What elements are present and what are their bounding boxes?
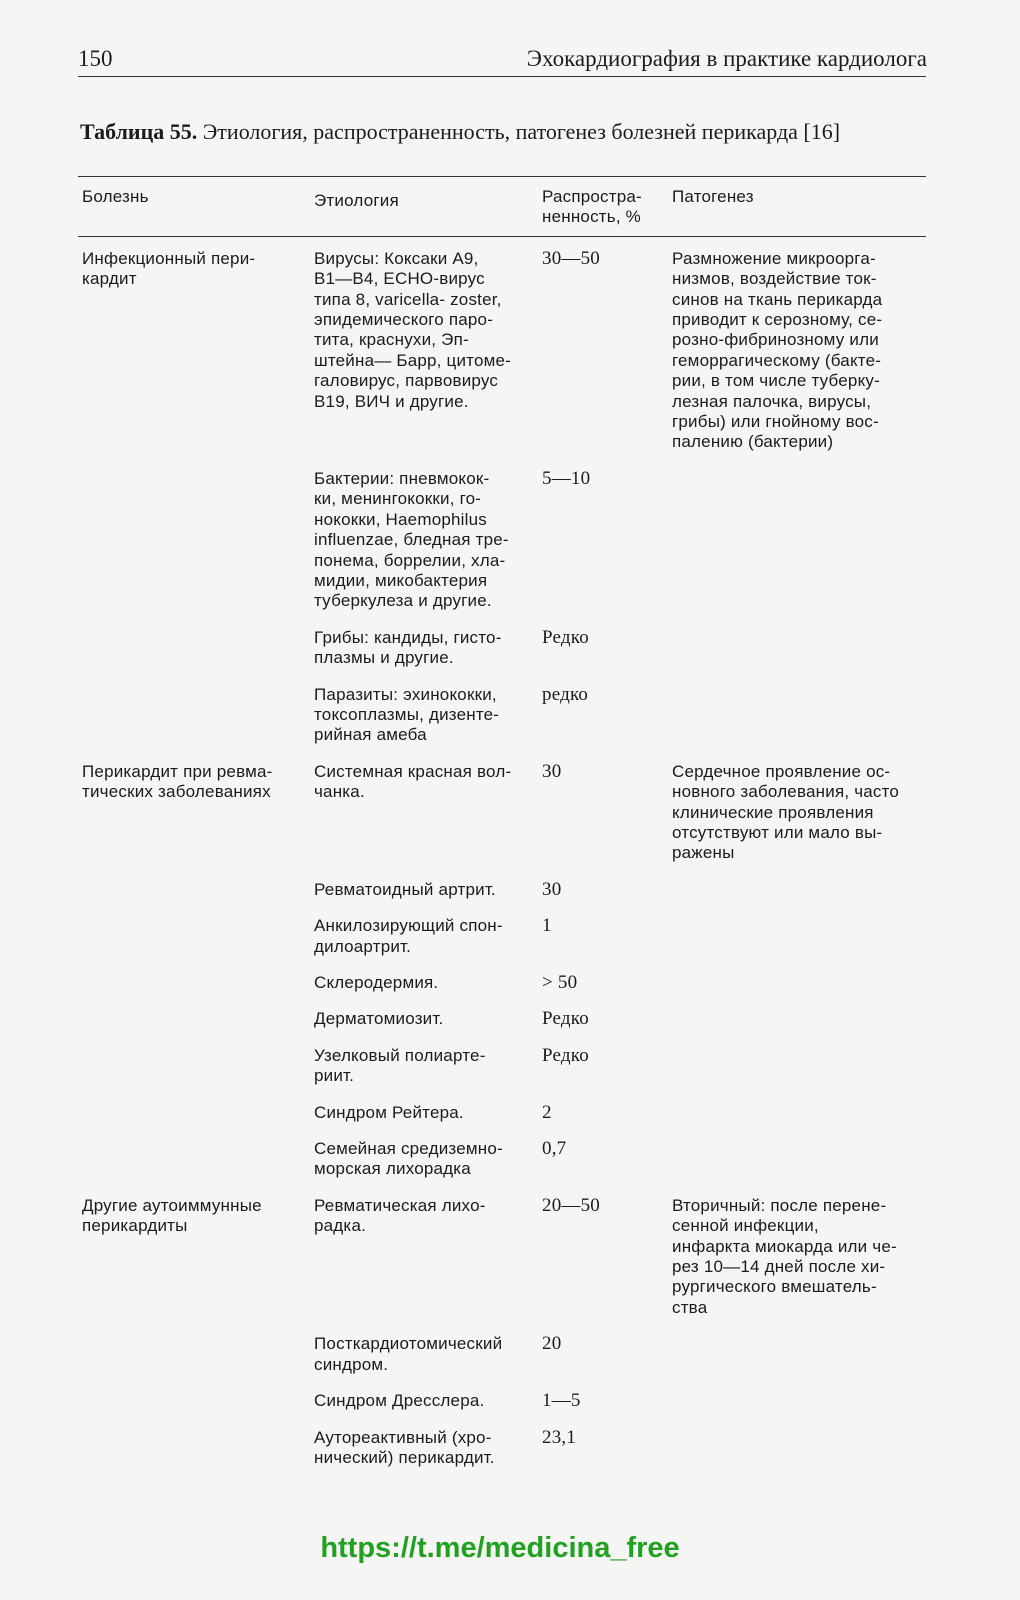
cell-etiology: Бактерии: пневмокок- ки, менингококки, го- нококки, Haemophilus influenzae, бледная тре- понема, боррелии, хла- мидии, микобактерия туберкулеза и другие.: [314, 468, 509, 611]
running-title: Эхокардиография в практике кардиолога: [526, 46, 927, 71]
table-row: [78, 961, 926, 997]
table-row: [78, 1379, 926, 1415]
cell-pathogenesis: [670, 1322, 926, 1379]
table-label: Таблица 55.: [80, 119, 198, 144]
table-row: [78, 1322, 926, 1379]
cell-disease: [78, 904, 310, 961]
cell-etiology: Дерматомиозит.: [314, 1009, 444, 1029]
cell-pathogenesis: [670, 1416, 926, 1473]
table-row: [78, 673, 926, 750]
table-row: [78, 1184, 926, 1322]
table: [78, 176, 926, 1472]
cell-pathogenesis: Размножение микроорга- низмов, воздействие ток- синов на ткань перикарда приводит к серозному, се- розно-фибринозному или геморрагическому (бакте- рии, в том числе туберку- лезная палочка, вирусы, грибы) или гнойному вос- палению (бактерии): [672, 248, 883, 452]
cell-etiology: Грибы: кандиды, гисто- плазмы и другие.: [314, 627, 502, 668]
cell-disease: Инфекционный пери- кардит: [82, 248, 256, 289]
cell-disease: [78, 1322, 310, 1379]
table-row: [78, 1091, 926, 1127]
cell-prevalence: 2: [542, 1101, 552, 1123]
cell-disease: [78, 616, 310, 673]
cell-etiology: Склеродермия.: [314, 973, 439, 992]
cell-prevalence: 30: [542, 878, 562, 900]
table-row: [78, 237, 926, 457]
table-row: [78, 904, 926, 961]
table-caption: [80, 118, 924, 145]
table-row: [78, 457, 926, 616]
header-prevalence: Распростра- ненность, %: [542, 187, 642, 227]
cell-pathogenesis: [670, 1091, 926, 1127]
cell-etiology: Анкилозирующий спон- дилоартрит.: [314, 916, 503, 956]
cell-etiology: Посткардиотомический синдром.: [314, 1334, 503, 1374]
cell-etiology: Ревматоидный артрит.: [314, 879, 496, 899]
cell-disease: Перикардит при ревма- тических заболеваниях: [82, 761, 273, 802]
cell-prevalence: 30: [542, 760, 562, 782]
cell-etiology: Синдром Рейтера.: [314, 1102, 464, 1122]
cell-prevalence: редко: [542, 683, 589, 705]
cell-pathogenesis: [670, 1034, 926, 1091]
cell-etiology: Аутореактивный (хро- нический) перикардит.: [314, 1427, 495, 1467]
cell-etiology: Паразиты: эхинококки, токсоплазмы, дизенте- рийная амеба: [314, 684, 500, 745]
cell-pathogenesis: [670, 616, 926, 673]
cell-disease: [78, 1416, 310, 1473]
cell-prevalence: Редко: [542, 1008, 589, 1030]
cell-disease: [78, 1379, 310, 1415]
cell-pathogenesis: [670, 457, 926, 616]
cell-disease: [78, 1091, 310, 1127]
cell-disease: Другие аутоиммунные перикардиты: [82, 1195, 262, 1236]
cell-prevalence: 23,1: [542, 1426, 577, 1448]
cell-pathogenesis: [670, 904, 926, 961]
cell-prevalence: 1—5: [542, 1390, 581, 1412]
cell-pathogenesis: [670, 961, 926, 997]
watermark-link[interactable]: https://t.me/medicina_free: [320, 1532, 680, 1564]
table-row: [78, 1034, 926, 1091]
cell-prevalence: 0,7: [542, 1138, 567, 1160]
cell-prevalence: 1: [542, 915, 552, 937]
cell-etiology: Ревматическая лихо- радка.: [314, 1195, 486, 1236]
cell-pathogenesis: Сердечное проявление ос- новного заболевания, часто клинические проявления отсутствуют или мало вы- ражены: [672, 761, 900, 863]
cell-disease: [78, 961, 310, 997]
header-etiology: Этиология: [314, 191, 399, 210]
cell-prevalence: 20: [542, 1333, 562, 1355]
table-row: [78, 1127, 926, 1184]
cell-disease: [78, 1034, 310, 1091]
cell-etiology: Вирусы: Коксаки А9, B1—B4, ECHO-вирус типа 8, varicella- zoster, эпидемического паро- тита, краснухи, Эп- штейна— Барр, цитоме- галовирус, парвовирус B19, ВИЧ и другие.: [314, 248, 512, 411]
header-pathogenesis: Патогенез: [672, 187, 754, 206]
cell-prevalence: 5—10: [542, 467, 591, 489]
cell-prevalence: 20—50: [542, 1194, 600, 1216]
cell-etiology: Системная красная вол- чанка.: [314, 761, 512, 802]
page-number: 150: [78, 46, 113, 71]
cell-pathogenesis: Вторичный: после перене- сенной инфекции, инфаркта миокарда или че- рез 10—14 дней после хи- рургического вмешатель- ства: [672, 1195, 897, 1317]
table-row: [78, 997, 926, 1033]
cell-prevalence: Редко: [542, 1044, 589, 1066]
table-header-row: [78, 177, 926, 236]
table-body: [78, 237, 926, 1473]
cell-pathogenesis: [670, 1127, 926, 1184]
cell-disease: [78, 673, 310, 750]
cell-disease: [78, 1127, 310, 1184]
cell-prevalence: > 50: [542, 972, 578, 993]
cell-pathogenesis: [670, 1379, 926, 1415]
table-row: [78, 1416, 926, 1473]
header-disease: Болезнь: [82, 187, 149, 206]
cell-etiology: Семейная средиземно- морская лихорадка: [314, 1139, 503, 1179]
table-row: [78, 616, 926, 673]
table-caption-text: Этиология, распространенность, патогенез болезней перикарда [16]: [202, 119, 841, 144]
cell-etiology: Узелковый полиарте- риит.: [314, 1045, 486, 1086]
table-row: [78, 750, 926, 868]
cell-pathogenesis: [670, 868, 926, 904]
table-row: [78, 868, 926, 904]
cell-pathogenesis: [670, 997, 926, 1033]
cell-prevalence: 30—50: [542, 247, 600, 269]
cell-etiology: Синдром Дресслера.: [314, 1391, 485, 1411]
cell-prevalence: Редко: [542, 626, 589, 648]
cell-disease: [78, 997, 310, 1033]
cell-pathogenesis: [670, 673, 926, 750]
cell-disease: [78, 868, 310, 904]
header-rule: [78, 76, 926, 77]
cell-disease: [78, 457, 310, 616]
